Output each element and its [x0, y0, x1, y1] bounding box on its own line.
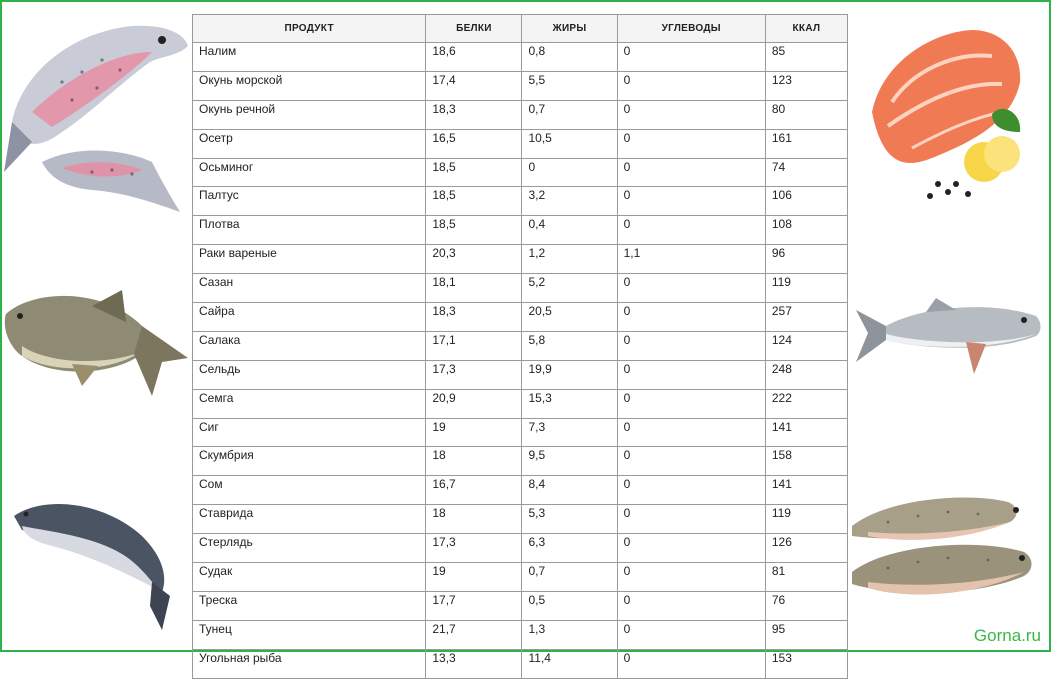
header-protein: БЕЛКИ	[426, 15, 522, 43]
cell-carbs: 0	[617, 563, 765, 592]
cell-kcal: 85	[765, 43, 847, 72]
cell-protein: 18,5	[426, 216, 522, 245]
cell-protein: 18	[426, 447, 522, 476]
cell-fat: 1,2	[522, 245, 617, 274]
cell-kcal: 95	[765, 620, 847, 649]
cell-product: Тунец	[193, 620, 426, 649]
cell-protein: 19	[426, 563, 522, 592]
cell-kcal: 119	[765, 505, 847, 534]
cell-protein: 19	[426, 418, 522, 447]
table-row	[193, 187, 848, 216]
cell-kcal: 141	[765, 418, 847, 447]
cell-product: Раки вареные	[193, 245, 426, 274]
nutrition-table-container	[192, 14, 848, 665]
cell-kcal: 158	[765, 447, 847, 476]
cell-product: Сиг	[193, 418, 426, 447]
cell-kcal: 141	[765, 476, 847, 505]
table-row	[193, 476, 848, 505]
site-watermark: Gorna.ru	[973, 626, 1041, 645]
cell-protein: 17,3	[426, 360, 522, 389]
cell-kcal: 119	[765, 274, 847, 303]
cell-protein: 16,5	[426, 129, 522, 158]
cell-fat: 5,3	[522, 505, 617, 534]
cell-product: Салака	[193, 331, 426, 360]
cell-kcal: 126	[765, 534, 847, 563]
table-row	[193, 447, 848, 476]
header-carbs: УГЛЕВОДЫ	[617, 15, 765, 43]
cell-kcal: 108	[765, 216, 847, 245]
cell-kcal: 106	[765, 187, 847, 216]
cell-protein: 18,5	[426, 187, 522, 216]
table-row	[193, 534, 848, 563]
cell-kcal: 222	[765, 389, 847, 418]
cell-carbs: 0	[617, 591, 765, 620]
cell-carbs: 0	[617, 158, 765, 187]
cell-carbs: 0	[617, 71, 765, 100]
cell-kcal: 80	[765, 100, 847, 129]
cell-product: Сайра	[193, 303, 426, 332]
cell-protein: 18,1	[426, 274, 522, 303]
table-row	[193, 418, 848, 447]
table-row	[193, 158, 848, 187]
cell-fat: 19,9	[522, 360, 617, 389]
cell-kcal: 257	[765, 303, 847, 332]
cell-fat: 0,5	[522, 591, 617, 620]
cell-product: Окунь речной	[193, 100, 426, 129]
cell-carbs: 1,1	[617, 245, 765, 274]
table-row	[193, 71, 848, 100]
table-row	[193, 303, 848, 332]
carp-image	[2, 286, 190, 398]
cell-protein: 18	[426, 505, 522, 534]
cell-kcal: 74	[765, 158, 847, 187]
cell-carbs: 0	[617, 187, 765, 216]
cell-product: Налим	[193, 43, 426, 72]
header-product: ПРОДУКТ	[193, 15, 426, 43]
table-row	[193, 649, 848, 678]
cell-protein: 21,7	[426, 620, 522, 649]
cell-product: Стерлядь	[193, 534, 426, 563]
cell-carbs: 0	[617, 331, 765, 360]
table-header-row	[193, 15, 848, 43]
cell-kcal: 161	[765, 129, 847, 158]
cell-fat: 5,2	[522, 274, 617, 303]
table-row	[193, 505, 848, 534]
cell-carbs: 0	[617, 303, 765, 332]
cell-product: Окунь морской	[193, 71, 426, 100]
cell-carbs: 0	[617, 418, 765, 447]
table-row	[193, 245, 848, 274]
cell-protein: 20,9	[426, 389, 522, 418]
cell-product: Палтус	[193, 187, 426, 216]
cell-carbs: 0	[617, 274, 765, 303]
cell-fat: 15,3	[522, 389, 617, 418]
table-row	[193, 591, 848, 620]
cell-product: Сом	[193, 476, 426, 505]
cell-fat: 0,8	[522, 43, 617, 72]
trout-jumping-image	[2, 12, 190, 212]
cell-fat: 1,3	[522, 620, 617, 649]
cell-carbs: 0	[617, 216, 765, 245]
cell-fat: 10,5	[522, 129, 617, 158]
cell-protein: 20,3	[426, 245, 522, 274]
cell-kcal: 96	[765, 245, 847, 274]
table-row	[193, 129, 848, 158]
cell-fat: 5,5	[522, 71, 617, 100]
cell-protein: 18,3	[426, 303, 522, 332]
cell-protein: 18,6	[426, 43, 522, 72]
cell-carbs: 0	[617, 476, 765, 505]
cell-carbs: 0	[617, 43, 765, 72]
table-row	[193, 274, 848, 303]
cell-kcal: 123	[765, 71, 847, 100]
cell-protein: 18,3	[426, 100, 522, 129]
cell-kcal: 124	[765, 331, 847, 360]
cell-carbs: 0	[617, 447, 765, 476]
cell-product: Сазан	[193, 274, 426, 303]
cell-fat: 0	[522, 158, 617, 187]
cell-fat: 11,4	[522, 649, 617, 678]
cell-product: Плотва	[193, 216, 426, 245]
cell-kcal: 153	[765, 649, 847, 678]
table-row	[193, 563, 848, 592]
salmon-leaping-image	[12, 496, 172, 632]
table-row	[193, 620, 848, 649]
cell-fat: 9,5	[522, 447, 617, 476]
cell-carbs: 0	[617, 100, 765, 129]
cell-fat: 3,2	[522, 187, 617, 216]
table-row	[193, 331, 848, 360]
cell-carbs: 0	[617, 129, 765, 158]
cell-carbs: 0	[617, 505, 765, 534]
cell-product: Осьминог	[193, 158, 426, 187]
cell-kcal: 248	[765, 360, 847, 389]
cell-carbs: 0	[617, 534, 765, 563]
cell-fat: 8,4	[522, 476, 617, 505]
cell-product: Угольная рыба	[193, 649, 426, 678]
cell-carbs: 0	[617, 389, 765, 418]
cell-fat: 0,7	[522, 100, 617, 129]
cell-protein: 13,3	[426, 649, 522, 678]
cell-kcal: 81	[765, 563, 847, 592]
cell-carbs: 0	[617, 360, 765, 389]
cell-product: Ставрида	[193, 505, 426, 534]
cell-kcal: 76	[765, 591, 847, 620]
cell-product: Сельдь	[193, 360, 426, 389]
cell-fat: 5,8	[522, 331, 617, 360]
cell-carbs: 0	[617, 649, 765, 678]
cell-product: Семга	[193, 389, 426, 418]
cell-product: Судак	[193, 563, 426, 592]
cell-protein: 17,7	[426, 591, 522, 620]
two-trout-image	[848, 492, 1038, 612]
cell-protein: 17,3	[426, 534, 522, 563]
table-row	[193, 43, 848, 72]
cell-protein: 18,5	[426, 158, 522, 187]
cell-protein: 16,7	[426, 476, 522, 505]
table-row	[193, 216, 848, 245]
cell-fat: 0,7	[522, 563, 617, 592]
table-row	[193, 100, 848, 129]
cell-protein: 17,1	[426, 331, 522, 360]
header-kcal: ККАЛ	[765, 15, 847, 43]
cell-protein: 17,4	[426, 71, 522, 100]
header-fat: ЖИРЫ	[522, 15, 617, 43]
table-row	[193, 389, 848, 418]
cell-fat: 7,3	[522, 418, 617, 447]
cell-carbs: 0	[617, 620, 765, 649]
cell-fat: 0,4	[522, 216, 617, 245]
cell-fat: 20,5	[522, 303, 617, 332]
cell-fat: 6,3	[522, 534, 617, 563]
whitefish-image	[856, 296, 1044, 376]
nutrition-table	[192, 14, 848, 679]
table-row	[193, 360, 848, 389]
cell-product: Треска	[193, 591, 426, 620]
cell-product: Скумбрия	[193, 447, 426, 476]
cell-product: Осетр	[193, 129, 426, 158]
salmon-steak-image	[852, 22, 1048, 212]
